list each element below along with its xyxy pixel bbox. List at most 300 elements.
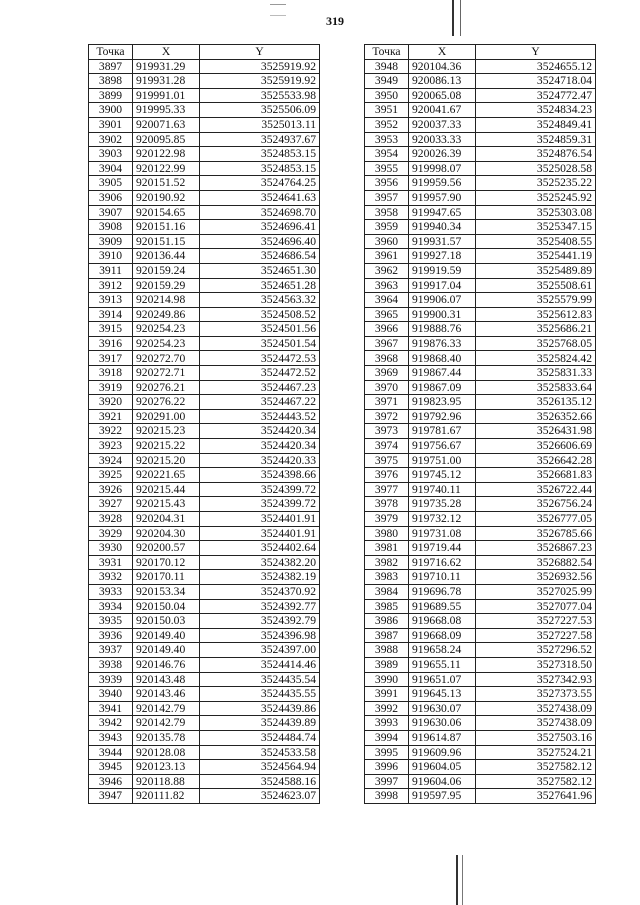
y-cell: 3524382.20: [200, 555, 320, 570]
table-row: [365, 190, 596, 205]
x-cell: 920159.24: [133, 263, 200, 278]
y-cell: 3524420.33: [200, 453, 320, 468]
y-cell: 3526722.44: [476, 482, 596, 497]
table-row: [89, 322, 320, 337]
x-cell: 920151.16: [133, 220, 200, 235]
table-header-row: [89, 45, 320, 60]
table-row: [365, 74, 596, 89]
table-row: [365, 614, 596, 629]
x-cell: 920154.65: [133, 205, 200, 220]
point-cell: 3974: [365, 439, 409, 454]
x-cell: 919931.28: [133, 74, 200, 89]
point-cell: 3963: [365, 278, 409, 293]
table-row: [365, 220, 596, 235]
point-cell: 3994: [365, 730, 409, 745]
y-cell: 3525768.05: [476, 336, 596, 351]
x-cell: 919940.34: [409, 220, 476, 235]
table-row: [89, 424, 320, 439]
table-row: [365, 380, 596, 395]
table-row: [89, 351, 320, 366]
table-row: [365, 468, 596, 483]
y-cell: 3524718.04: [476, 74, 596, 89]
y-cell: 3524876.54: [476, 147, 596, 162]
table-row: [365, 453, 596, 468]
table-row: [365, 409, 596, 424]
point-cell: 3940: [89, 687, 133, 702]
y-cell: 3527342.93: [476, 672, 596, 687]
table-row: [365, 497, 596, 512]
x-cell: 919823.95: [409, 395, 476, 410]
x-cell: 919668.09: [409, 628, 476, 643]
table-row: [89, 439, 320, 454]
x-cell: 919957.90: [409, 190, 476, 205]
x-cell: 919689.55: [409, 599, 476, 614]
table-row: [365, 512, 596, 527]
table-row: [89, 614, 320, 629]
table-row: [365, 526, 596, 541]
x-cell: 919998.07: [409, 161, 476, 176]
y-cell: 3525686.21: [476, 322, 596, 337]
x-cell: 920149.40: [133, 628, 200, 643]
x-cell: 920214.98: [133, 293, 200, 308]
x-cell: 920146.76: [133, 657, 200, 672]
x-cell: 919696.78: [409, 584, 476, 599]
y-cell: 3525579.99: [476, 293, 596, 308]
table-row: [365, 59, 596, 74]
x-cell: 920215.43: [133, 497, 200, 512]
table-row: [89, 409, 320, 424]
y-cell: 3525506.09: [200, 103, 320, 118]
point-cell: 3932: [89, 570, 133, 585]
point-cell: 3914: [89, 307, 133, 322]
x-cell: 920142.79: [133, 701, 200, 716]
y-cell: 3525612.83: [476, 307, 596, 322]
table-row: [89, 249, 320, 264]
point-cell: 3982: [365, 555, 409, 570]
point-cell: 3984: [365, 584, 409, 599]
y-cell: 3524651.28: [200, 278, 320, 293]
table-row: [89, 263, 320, 278]
table-row: [89, 59, 320, 74]
x-cell: 920254.23: [133, 336, 200, 351]
x-cell: 920221.65: [133, 468, 200, 483]
y-cell: 3526431.98: [476, 424, 596, 439]
x-cell: 919888.76: [409, 322, 476, 337]
y-cell: 3525028.58: [476, 161, 596, 176]
point-cell: 3951: [365, 103, 409, 118]
table-header-row: [365, 45, 596, 60]
point-cell: 3910: [89, 249, 133, 264]
point-cell: 3967: [365, 336, 409, 351]
y-cell: 3524686.54: [200, 249, 320, 264]
table-row: [89, 512, 320, 527]
point-cell: 3979: [365, 512, 409, 527]
header-point: Точка: [89, 45, 133, 60]
table-row: [365, 687, 596, 702]
table-row: [89, 380, 320, 395]
y-cell: 3527438.09: [476, 701, 596, 716]
point-cell: 3954: [365, 147, 409, 162]
table-row: [89, 599, 320, 614]
y-cell: 3527582.12: [476, 774, 596, 789]
x-cell: 920272.70: [133, 351, 200, 366]
x-cell: 920041.67: [409, 103, 476, 118]
x-cell: 919919.59: [409, 263, 476, 278]
y-cell: 3524439.86: [200, 701, 320, 716]
y-cell: 3524467.22: [200, 395, 320, 410]
y-cell: 3524435.54: [200, 672, 320, 687]
point-cell: 3911: [89, 263, 133, 278]
x-cell: 920159.29: [133, 278, 200, 293]
table-row: [89, 760, 320, 775]
x-cell: 919719.44: [409, 541, 476, 556]
x-cell: 920111.82: [133, 789, 200, 804]
y-cell: 3527227.58: [476, 628, 596, 643]
y-cell: 3524398.66: [200, 468, 320, 483]
point-cell: 3939: [89, 672, 133, 687]
x-cell: 920071.63: [133, 117, 200, 132]
point-cell: 3981: [365, 541, 409, 556]
point-cell: 3913: [89, 293, 133, 308]
point-cell: 3952: [365, 117, 409, 132]
binding-mark-bottom: [456, 855, 463, 905]
y-cell: 3526135.12: [476, 395, 596, 410]
table-row: [365, 176, 596, 191]
point-cell: 3965: [365, 307, 409, 322]
point-cell: 3912: [89, 278, 133, 293]
table-row: [365, 351, 596, 366]
point-cell: 3926: [89, 482, 133, 497]
x-cell: 920204.30: [133, 526, 200, 541]
y-cell: 3525489.89: [476, 263, 596, 278]
point-cell: 3976: [365, 468, 409, 483]
y-cell: 3527582.12: [476, 760, 596, 775]
x-cell: 919781.67: [409, 424, 476, 439]
table-row: [365, 336, 596, 351]
x-cell: 920249.86: [133, 307, 200, 322]
point-cell: 3905: [89, 176, 133, 191]
point-cell: 3937: [89, 643, 133, 658]
point-cell: 3897: [89, 59, 133, 74]
x-cell: 919609.96: [409, 745, 476, 760]
table-row: [365, 263, 596, 278]
y-cell: 3524501.54: [200, 336, 320, 351]
point-cell: 3923: [89, 439, 133, 454]
table-row: [89, 570, 320, 585]
y-cell: 3525919.92: [200, 74, 320, 89]
point-cell: 3949: [365, 74, 409, 89]
y-cell: 3524853.15: [200, 161, 320, 176]
table-row: [365, 760, 596, 775]
table-row: [365, 599, 596, 614]
x-cell: 919735.28: [409, 497, 476, 512]
point-cell: 3943: [89, 730, 133, 745]
point-cell: 3936: [89, 628, 133, 643]
table-row: [365, 643, 596, 658]
table-row: [365, 278, 596, 293]
y-cell: 3524484.74: [200, 730, 320, 745]
point-cell: 3989: [365, 657, 409, 672]
x-cell: 920026.39: [409, 147, 476, 162]
x-cell: 920122.99: [133, 161, 200, 176]
point-cell: 3995: [365, 745, 409, 760]
table-row: [365, 541, 596, 556]
point-cell: 3944: [89, 745, 133, 760]
x-cell: 920143.46: [133, 687, 200, 702]
point-cell: 3920: [89, 395, 133, 410]
x-cell: 919792.96: [409, 409, 476, 424]
point-cell: 3956: [365, 176, 409, 191]
table-row: [365, 701, 596, 716]
table-row: [89, 716, 320, 731]
point-cell: 3924: [89, 453, 133, 468]
y-cell: 3524392.77: [200, 599, 320, 614]
x-cell: 920276.22: [133, 395, 200, 410]
point-cell: 3950: [365, 88, 409, 103]
y-cell: 3524764.25: [200, 176, 320, 191]
x-cell: 919876.33: [409, 336, 476, 351]
point-cell: 3988: [365, 643, 409, 658]
point-cell: 3975: [365, 453, 409, 468]
x-cell: 919900.31: [409, 307, 476, 322]
x-cell: 920128.08: [133, 745, 200, 760]
table-row: [89, 176, 320, 191]
y-cell: 3527318.50: [476, 657, 596, 672]
point-cell: 3938: [89, 657, 133, 672]
x-cell: 919867.44: [409, 366, 476, 381]
point-cell: 3958: [365, 205, 409, 220]
point-cell: 3985: [365, 599, 409, 614]
x-cell: 919710.11: [409, 570, 476, 585]
point-cell: 3906: [89, 190, 133, 205]
binding-mark-top: [452, 0, 461, 36]
x-cell: 920118.88: [133, 774, 200, 789]
y-cell: 3524655.12: [476, 59, 596, 74]
x-cell: 919604.06: [409, 774, 476, 789]
table-row: [89, 307, 320, 322]
y-cell: 3524467.23: [200, 380, 320, 395]
x-cell: 920135.78: [133, 730, 200, 745]
point-cell: 3959: [365, 220, 409, 235]
table-row: [89, 453, 320, 468]
y-cell: 3527227.53: [476, 614, 596, 629]
x-cell: 919959.56: [409, 176, 476, 191]
table-row: [365, 424, 596, 439]
coordinates-table-left: [88, 44, 320, 804]
table-row: [365, 584, 596, 599]
x-cell: 919917.04: [409, 278, 476, 293]
y-cell: 3524435.55: [200, 687, 320, 702]
y-cell: 3526867.23: [476, 541, 596, 556]
y-cell: 3524508.52: [200, 307, 320, 322]
x-cell: 920215.44: [133, 482, 200, 497]
point-cell: 3987: [365, 628, 409, 643]
point-cell: 3917: [89, 351, 133, 366]
y-cell: 3524414.46: [200, 657, 320, 672]
table-row: [89, 745, 320, 760]
point-cell: 3925: [89, 468, 133, 483]
coordinates-table-right: [364, 44, 596, 804]
x-cell: 919645.13: [409, 687, 476, 702]
x-cell: 920086.13: [409, 74, 476, 89]
y-cell: 3527025.99: [476, 584, 596, 599]
table-row: [365, 672, 596, 687]
x-cell: 919745.12: [409, 468, 476, 483]
y-cell: 3525533.98: [200, 88, 320, 103]
point-cell: 3977: [365, 482, 409, 497]
x-cell: 919716.62: [409, 555, 476, 570]
table-row: [89, 730, 320, 745]
table-row: [365, 789, 596, 804]
point-cell: 3962: [365, 263, 409, 278]
point-cell: 3927: [89, 497, 133, 512]
x-cell: 920149.40: [133, 643, 200, 658]
table-row: [89, 147, 320, 162]
point-cell: 3973: [365, 424, 409, 439]
x-cell: 919931.57: [409, 234, 476, 249]
table-row: [365, 570, 596, 585]
page-number: 319: [326, 14, 344, 28]
table-row: [89, 643, 320, 658]
y-cell: 3526785.66: [476, 526, 596, 541]
point-cell: 3991: [365, 687, 409, 702]
table-body-right: [365, 59, 596, 803]
x-cell: 919740.11: [409, 482, 476, 497]
table-body-left: [89, 59, 320, 803]
table-row: [365, 205, 596, 220]
y-cell: 3524937.67: [200, 132, 320, 147]
x-cell: 920150.03: [133, 614, 200, 629]
x-cell: 919597.95: [409, 789, 476, 804]
point-cell: 3983: [365, 570, 409, 585]
point-cell: 3903: [89, 147, 133, 162]
point-cell: 3941: [89, 701, 133, 716]
point-cell: 3968: [365, 351, 409, 366]
x-cell: 920151.15: [133, 234, 200, 249]
x-cell: 920291.00: [133, 409, 200, 424]
x-cell: 920065.08: [409, 88, 476, 103]
y-cell: 3524696.40: [200, 234, 320, 249]
point-cell: 3915: [89, 322, 133, 337]
table-row: [365, 482, 596, 497]
table-row: [365, 395, 596, 410]
y-cell: 3524439.89: [200, 716, 320, 731]
table-row: [89, 278, 320, 293]
y-cell: 3524564.94: [200, 760, 320, 775]
x-cell: 919867.09: [409, 380, 476, 395]
point-cell: 3978: [365, 497, 409, 512]
point-cell: 3969: [365, 366, 409, 381]
point-cell: 3964: [365, 293, 409, 308]
table-row: [365, 147, 596, 162]
point-cell: 3918: [89, 366, 133, 381]
point-cell: 3970: [365, 380, 409, 395]
y-cell: 3524834.23: [476, 103, 596, 118]
x-cell: 919630.06: [409, 716, 476, 731]
y-cell: 3527524.21: [476, 745, 596, 760]
x-cell: 919947.65: [409, 205, 476, 220]
table-row: [365, 745, 596, 760]
table-row: [365, 234, 596, 249]
y-cell: 3526642.28: [476, 453, 596, 468]
point-cell: 3947: [89, 789, 133, 804]
point-cell: 3935: [89, 614, 133, 629]
y-cell: 3524392.79: [200, 614, 320, 629]
y-cell: 3526932.56: [476, 570, 596, 585]
x-cell: 920095.85: [133, 132, 200, 147]
header-x: X: [409, 45, 476, 60]
point-cell: 3998: [365, 789, 409, 804]
point-cell: 3930: [89, 541, 133, 556]
table-row: [365, 555, 596, 570]
point-cell: 3990: [365, 672, 409, 687]
point-cell: 3971: [365, 395, 409, 410]
point-cell: 3933: [89, 584, 133, 599]
table-row: [89, 555, 320, 570]
x-cell: 919655.11: [409, 657, 476, 672]
header-y: Y: [476, 45, 596, 60]
x-cell: 919931.29: [133, 59, 200, 74]
y-cell: 3525408.55: [476, 234, 596, 249]
point-cell: 3921: [89, 409, 133, 424]
table-row: [89, 117, 320, 132]
point-cell: 3955: [365, 161, 409, 176]
table-row: [365, 103, 596, 118]
table-row: [89, 657, 320, 672]
y-cell: 3524696.41: [200, 220, 320, 235]
table-row: [365, 88, 596, 103]
y-cell: 3526777.05: [476, 512, 596, 527]
point-cell: 3907: [89, 205, 133, 220]
point-cell: 3986: [365, 614, 409, 629]
x-cell: 919731.08: [409, 526, 476, 541]
x-cell: 920037.33: [409, 117, 476, 132]
table-row: [365, 293, 596, 308]
y-cell: 3524396.98: [200, 628, 320, 643]
y-cell: 3524698.70: [200, 205, 320, 220]
x-cell: 920122.98: [133, 147, 200, 162]
point-cell: 3960: [365, 234, 409, 249]
table-row: [89, 584, 320, 599]
point-cell: 3996: [365, 760, 409, 775]
x-cell: 920170.11: [133, 570, 200, 585]
x-cell: 920136.44: [133, 249, 200, 264]
point-cell: 3992: [365, 701, 409, 716]
x-cell: 920276.21: [133, 380, 200, 395]
table-row: [365, 439, 596, 454]
table-row: [365, 366, 596, 381]
y-cell: 3524402.64: [200, 541, 320, 556]
x-cell: 919630.07: [409, 701, 476, 716]
x-cell: 920151.52: [133, 176, 200, 191]
table-row: [89, 774, 320, 789]
y-cell: 3524420.34: [200, 424, 320, 439]
table-row: [89, 190, 320, 205]
x-cell: 920142.79: [133, 716, 200, 731]
table-row: [89, 234, 320, 249]
x-cell: 920104.36: [409, 59, 476, 74]
y-cell: 3524420.34: [200, 439, 320, 454]
table-row: [365, 249, 596, 264]
point-cell: 3997: [365, 774, 409, 789]
x-cell: 919732.12: [409, 512, 476, 527]
x-cell: 920204.31: [133, 512, 200, 527]
header-x: X: [133, 45, 200, 60]
point-cell: 3900: [89, 103, 133, 118]
table-row: [89, 468, 320, 483]
y-cell: 3524443.52: [200, 409, 320, 424]
point-cell: 3942: [89, 716, 133, 731]
